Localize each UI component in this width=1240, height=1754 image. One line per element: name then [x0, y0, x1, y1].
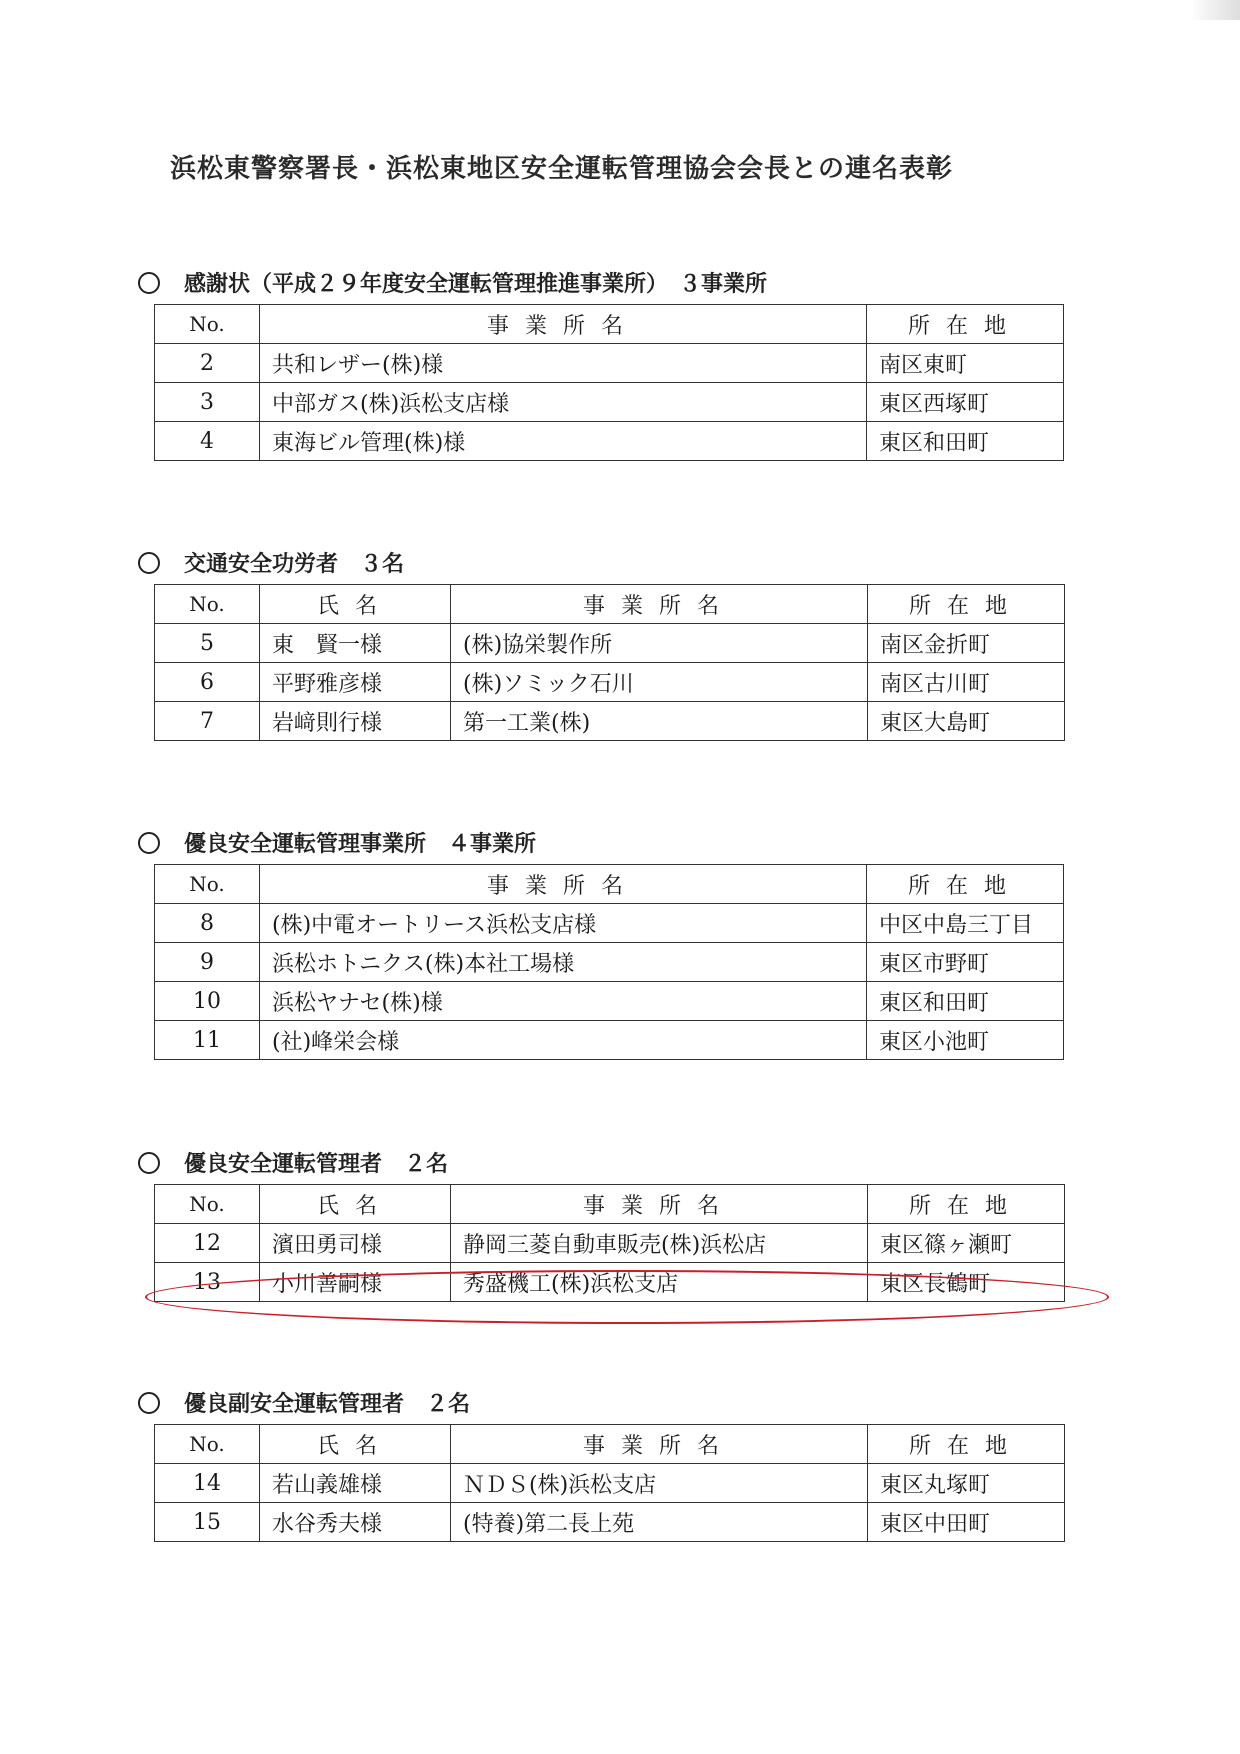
table-row — [155, 1503, 1065, 1542]
header-location: 所在地 — [867, 865, 1064, 904]
cell-name: 平野雅彦様 — [260, 663, 451, 702]
header-office: 事業所名 — [451, 585, 868, 624]
cell-location: 東区和田町 — [867, 982, 1064, 1021]
header-no: No. — [155, 1425, 260, 1464]
cell-no: 13 — [155, 1263, 260, 1302]
table-row — [155, 383, 1064, 422]
cell-office: 浜松ヤナセ(株)様 — [260, 982, 867, 1021]
cell-location: 南区東町 — [867, 344, 1064, 383]
section-traffic-safety-contributors — [138, 548, 1065, 741]
section-heading: 優良安全運転管理事業所 ４事業所 — [184, 831, 537, 857]
cell-location: 東区小池町 — [867, 1021, 1064, 1060]
cell-no: 11 — [155, 1021, 260, 1060]
cell-name: 濱田勇司様 — [260, 1224, 451, 1263]
contributors-table — [154, 584, 1065, 741]
header-no: No. — [155, 585, 260, 624]
cell-no: 2 — [155, 344, 260, 383]
header-office: 事業所名 — [451, 1425, 868, 1464]
table-row — [155, 422, 1064, 461]
cell-location: 東区丸塚町 — [868, 1464, 1065, 1503]
table-row — [155, 904, 1064, 943]
cell-name: 岩﨑則行様 — [260, 702, 451, 741]
cell-no: 6 — [155, 663, 260, 702]
circle-bullet-icon — [138, 832, 160, 854]
table-header-row — [155, 1425, 1065, 1464]
cell-location: 東区中田町 — [868, 1503, 1065, 1542]
cell-no: 14 — [155, 1464, 260, 1503]
excellent-managers-table — [154, 1184, 1065, 1302]
table-row — [155, 1021, 1064, 1060]
cell-office: 浜松ホトニクス(株)本社工場様 — [260, 943, 867, 982]
section-heading: 優良副安全運転管理者 ２名 — [184, 1391, 471, 1417]
table-row — [155, 1224, 1065, 1263]
excellent-offices-table — [154, 864, 1064, 1060]
table-header-row — [155, 305, 1064, 344]
cell-location: 中区中島三丁目 — [867, 904, 1064, 943]
cell-no: 10 — [155, 982, 260, 1021]
cell-location: 東区長鶴町 — [868, 1263, 1065, 1302]
table-row — [155, 943, 1064, 982]
cell-no: 9 — [155, 943, 260, 982]
cell-no: 5 — [155, 624, 260, 663]
cell-office: (社)峰栄会様 — [260, 1021, 867, 1060]
header-location: 所在地 — [868, 1185, 1065, 1224]
section-commendation — [138, 268, 1064, 461]
table-row — [155, 344, 1064, 383]
table-row — [155, 663, 1065, 702]
cell-name: 小川善嗣様 — [260, 1263, 451, 1302]
cell-office: ＮＤＳ(株)浜松支店 — [451, 1464, 868, 1503]
table-header-row — [155, 585, 1065, 624]
deputy-managers-table — [154, 1424, 1065, 1542]
cell-office: 中部ガス(株)浜松支店様 — [260, 383, 867, 422]
cell-location: 東区大島町 — [868, 702, 1065, 741]
cell-office: (株)協栄製作所 — [451, 624, 868, 663]
table-row — [155, 702, 1065, 741]
section-excellent-offices — [138, 828, 1064, 1060]
cell-name: 若山義雄様 — [260, 1464, 451, 1503]
circle-bullet-icon — [138, 1392, 160, 1414]
cell-office: 東海ビル管理(株)様 — [260, 422, 867, 461]
cell-office: (株)ソミック石川 — [451, 663, 868, 702]
document-title: 浜松東警察署長・浜松東地区安全運転管理協会会長との連名表彰 — [170, 154, 954, 184]
cell-office: (特養)第二長上苑 — [451, 1503, 868, 1542]
cell-office: 第一工業(株) — [451, 702, 868, 741]
table-row — [155, 1263, 1065, 1302]
header-name: 氏名 — [260, 1185, 451, 1224]
cell-location: 南区金折町 — [868, 624, 1065, 663]
table-header-row — [155, 865, 1064, 904]
cell-location: 東区市野町 — [867, 943, 1064, 982]
section-heading: 感謝状（平成２９年度安全運転管理推進事業所） ３事業所 — [184, 271, 768, 297]
cell-no: 7 — [155, 702, 260, 741]
section-excellent-managers — [138, 1148, 1065, 1302]
header-location: 所在地 — [867, 305, 1064, 344]
cell-no: 8 — [155, 904, 260, 943]
header-no: No. — [155, 865, 260, 904]
header-name: 氏名 — [260, 585, 451, 624]
header-office: 事業所名 — [451, 1185, 868, 1224]
commendation-table — [154, 304, 1064, 461]
cell-office: 静岡三菱自動車販売(株)浜松店 — [451, 1224, 868, 1263]
cell-location: 東区西塚町 — [867, 383, 1064, 422]
table-header-row — [155, 1185, 1065, 1224]
cell-location: 東区篠ヶ瀬町 — [868, 1224, 1065, 1263]
table-row — [155, 624, 1065, 663]
circle-bullet-icon — [138, 272, 160, 294]
cell-no: 4 — [155, 422, 260, 461]
cell-office: (株)中電オートリース浜松支店様 — [260, 904, 867, 943]
section-excellent-deputy-managers — [138, 1388, 1065, 1542]
header-location: 所在地 — [868, 585, 1065, 624]
cell-office: 共和レザー(株)様 — [260, 344, 867, 383]
section-heading: 交通安全功労者 ３名 — [184, 551, 405, 577]
circle-bullet-icon — [138, 1152, 160, 1174]
cell-location: 東区和田町 — [867, 422, 1064, 461]
table-row — [155, 1464, 1065, 1503]
cell-no: 12 — [155, 1224, 260, 1263]
header-no: No. — [155, 1185, 260, 1224]
cell-no: 3 — [155, 383, 260, 422]
header-name: 氏名 — [260, 1425, 451, 1464]
cell-name: 東 賢一様 — [260, 624, 451, 663]
header-no: No. — [155, 305, 260, 344]
cell-office: 秀盛機工(株)浜松支店 — [451, 1263, 868, 1302]
header-location: 所在地 — [868, 1425, 1065, 1464]
table-row — [155, 982, 1064, 1021]
header-office: 事業所名 — [260, 305, 867, 344]
cell-name: 水谷秀夫様 — [260, 1503, 451, 1542]
cell-no: 15 — [155, 1503, 260, 1542]
scan-edge-shadow — [1190, 0, 1240, 20]
circle-bullet-icon — [138, 552, 160, 574]
section-heading: 優良安全運転管理者 ２名 — [184, 1151, 449, 1177]
header-office: 事業所名 — [260, 865, 867, 904]
cell-location: 南区古川町 — [868, 663, 1065, 702]
